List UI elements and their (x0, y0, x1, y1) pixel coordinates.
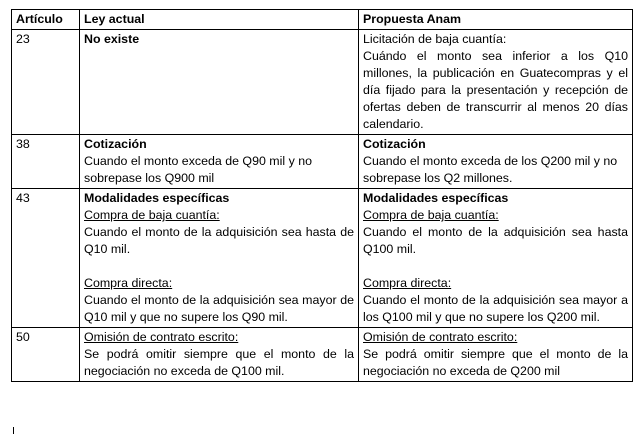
propuesta-cell (359, 189, 633, 328)
propuesta-subtitle: Licitación de baja cuantía: (363, 32, 507, 46)
table-row (12, 328, 633, 382)
table-row (12, 135, 633, 189)
ley-actual-cell (80, 135, 359, 189)
ley-title: No existe (84, 32, 140, 46)
ley-actual-cell (80, 189, 359, 328)
header-articulo: Artículo (12, 10, 80, 30)
propuesta-text: Cuando el monto de la adquisición sea hasta Q100 mil. (363, 225, 628, 256)
header-propuesta-anam: Propuesta Anam (359, 10, 633, 30)
comparison-table (11, 9, 633, 382)
propuesta-subtitle: Compra directa: (363, 276, 452, 290)
articulo-cell: 50 (12, 328, 80, 382)
ley-actual-cell (80, 328, 359, 382)
ley-subtitle: Compra directa: (84, 276, 173, 290)
propuesta-title: Modalidades específicas (363, 191, 509, 205)
ley-text: Cuando el monto exceda de Q90 mil y no sobrepase los Q900 mil (84, 154, 312, 185)
propuesta-title: Cotización (363, 137, 426, 151)
table-row (12, 30, 633, 135)
spacer (84, 258, 354, 275)
propuesta-text: Cuándo el monto sea inferior a los Q10 millones, la publicación en Guatecompras y el día fijado para la presentación y recepción de ofertas deben de transcurrir al menos 20 días calendario. (363, 49, 628, 131)
spacer (363, 258, 628, 275)
ley-title: Cotización (84, 137, 147, 151)
propuesta-cell (359, 328, 633, 382)
propuesta-subtitle: Omisión de contrato escrito: (363, 330, 518, 344)
ley-text: Cuando el monto de la adquisición sea hasta de Q10 mil. (84, 225, 354, 256)
header-ley-actual: Ley actual (80, 10, 359, 30)
text-cursor-mark (13, 427, 14, 434)
ley-text: Se podrá omitir siempre que el monto de la negociación no exceda de Q100 mil. (84, 347, 354, 378)
articulo-cell: 38 (12, 135, 80, 189)
ley-text: Cuando el monto de la adquisición sea mayor de Q10 mil y que no supere los Q90 mil. (84, 293, 354, 324)
propuesta-text: Cuando el monto exceda de los Q200 mil y no sobrepase los Q2 millones. (363, 154, 618, 185)
ley-title: Modalidades específicas (84, 191, 230, 205)
table-row (12, 189, 633, 328)
propuesta-text: Cuando el monto de la adquisición sea mayor a los Q100 mil y que no supere los Q200 mil. (363, 293, 628, 324)
propuesta-text: Se podrá omitir siempre que el monto de la negociación no exceda de Q200 mil (363, 347, 628, 378)
ley-actual-cell (80, 30, 359, 135)
articulo-cell: 23 (12, 30, 80, 135)
ley-subtitle: Omisión de contrato escrito: (84, 330, 239, 344)
propuesta-cell (359, 30, 633, 135)
header-row (12, 10, 633, 30)
propuesta-cell (359, 135, 633, 189)
propuesta-subtitle: Compra de baja cuantía: (363, 208, 499, 222)
ley-subtitle: Compra de baja cuantía: (84, 208, 220, 222)
articulo-cell: 43 (12, 189, 80, 328)
